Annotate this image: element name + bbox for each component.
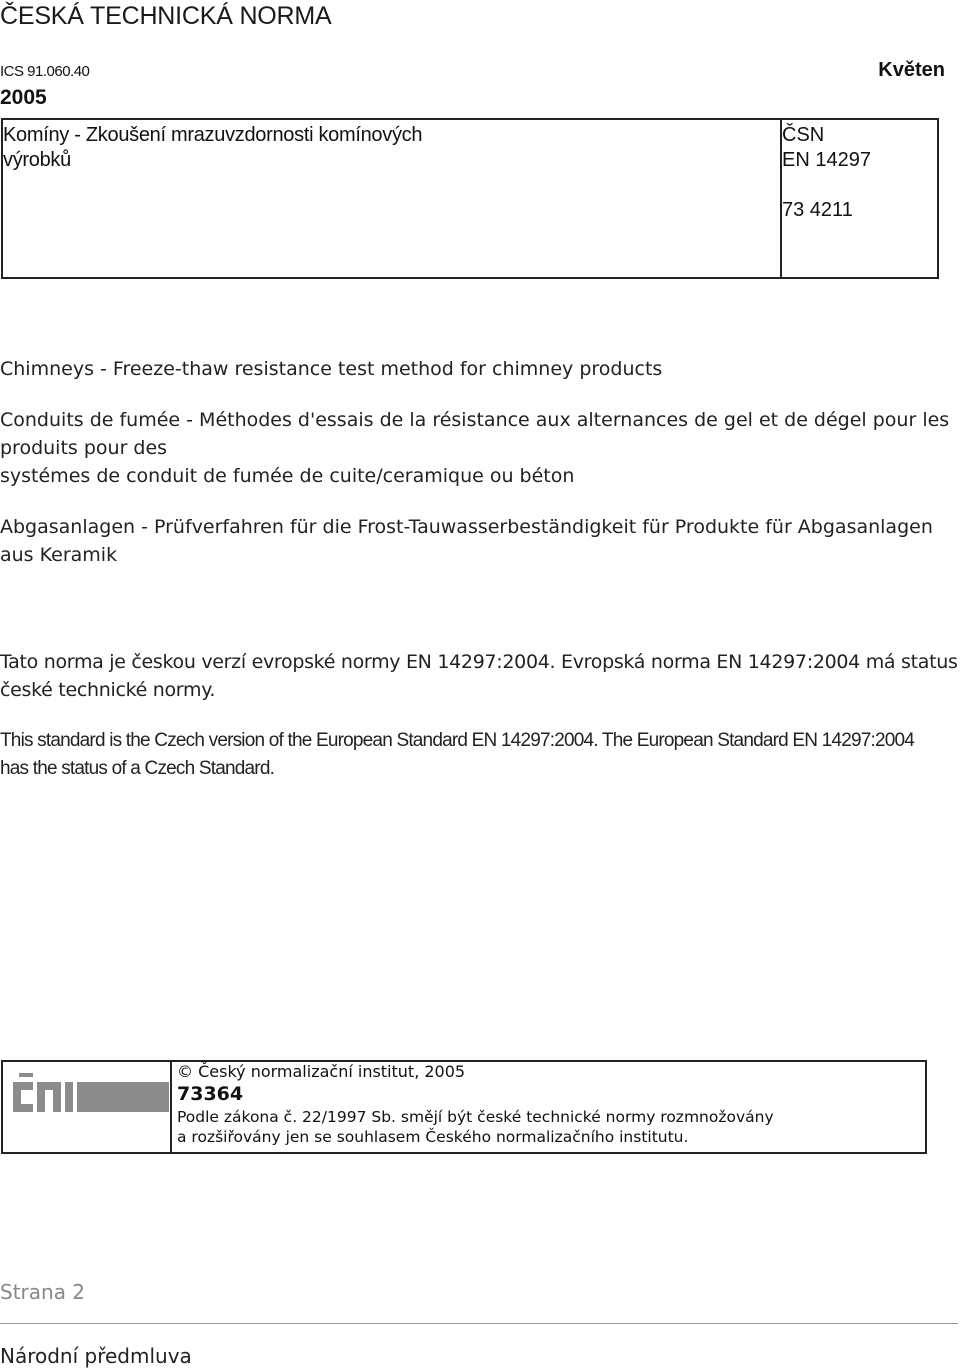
standard-title-box bbox=[1, 118, 939, 279]
czech-statement: Tato norma je českou verzí evropské normy EN 14297:2004. Evropská norma EN 14297:2004 má status české technické normy. bbox=[0, 651, 958, 701]
copyright-notice: © Český normalizační institut, 2005 bbox=[177, 1062, 466, 1081]
publication-year: 2005 bbox=[0, 86, 47, 109]
english-statement: This standard is the Czech version of the European Standard EN 14297:2004. The European Standard EN 14297:2004 has the status of a Czech Standard. bbox=[0, 730, 915, 779]
document-title: ČESKÁ TECHNICKÁ NORMA bbox=[0, 2, 332, 30]
law-notice-line-1: Podle zákona č. 22/1997 Sb. smějí být české technické normy rozmnožovány bbox=[177, 1108, 774, 1126]
french-title-line-2: systémes de conduit de fumée de cuite/ceramique ou béton bbox=[0, 465, 575, 487]
cni-logo-icon bbox=[9, 1070, 169, 1116]
english-title: Chimneys - Freeze-thaw resistance test method for chimney products bbox=[0, 358, 663, 380]
en-standard-number: EN 14297 bbox=[782, 149, 871, 171]
czech-title: Komíny - Zkoušení mrazuvzdornosti komínových výrobků bbox=[3, 124, 423, 171]
french-title-line-1: Conduits de fumée - Méthodes d'essais de la résistance aux alternances de gel et de dégel pour les produits pour des bbox=[0, 409, 950, 459]
french-title bbox=[0, 406, 958, 490]
catalog-number: 73364 bbox=[177, 1083, 244, 1105]
copyright-box-divider bbox=[170, 1062, 172, 1152]
publication-month: Květen bbox=[878, 59, 945, 81]
ics-code: ICS 91.060.40 bbox=[0, 63, 90, 80]
law-notice-line-2: a rozšiřovány jen se souhlasem Českého normalizačního institutu. bbox=[177, 1128, 689, 1146]
german-title: Abgasanlagen - Prüfverfahren für die Frost-Tauwasserbeständigkeit für Produkte für Abgasanlagen aus Keramik bbox=[0, 516, 933, 566]
csn-label: ČSN bbox=[782, 124, 825, 146]
page-label: Strana 2 bbox=[0, 1280, 86, 1304]
classification-number: 73 4211 bbox=[782, 199, 853, 221]
section-heading: Národní předmluva bbox=[0, 1344, 192, 1368]
horizontal-rule bbox=[0, 1323, 958, 1324]
